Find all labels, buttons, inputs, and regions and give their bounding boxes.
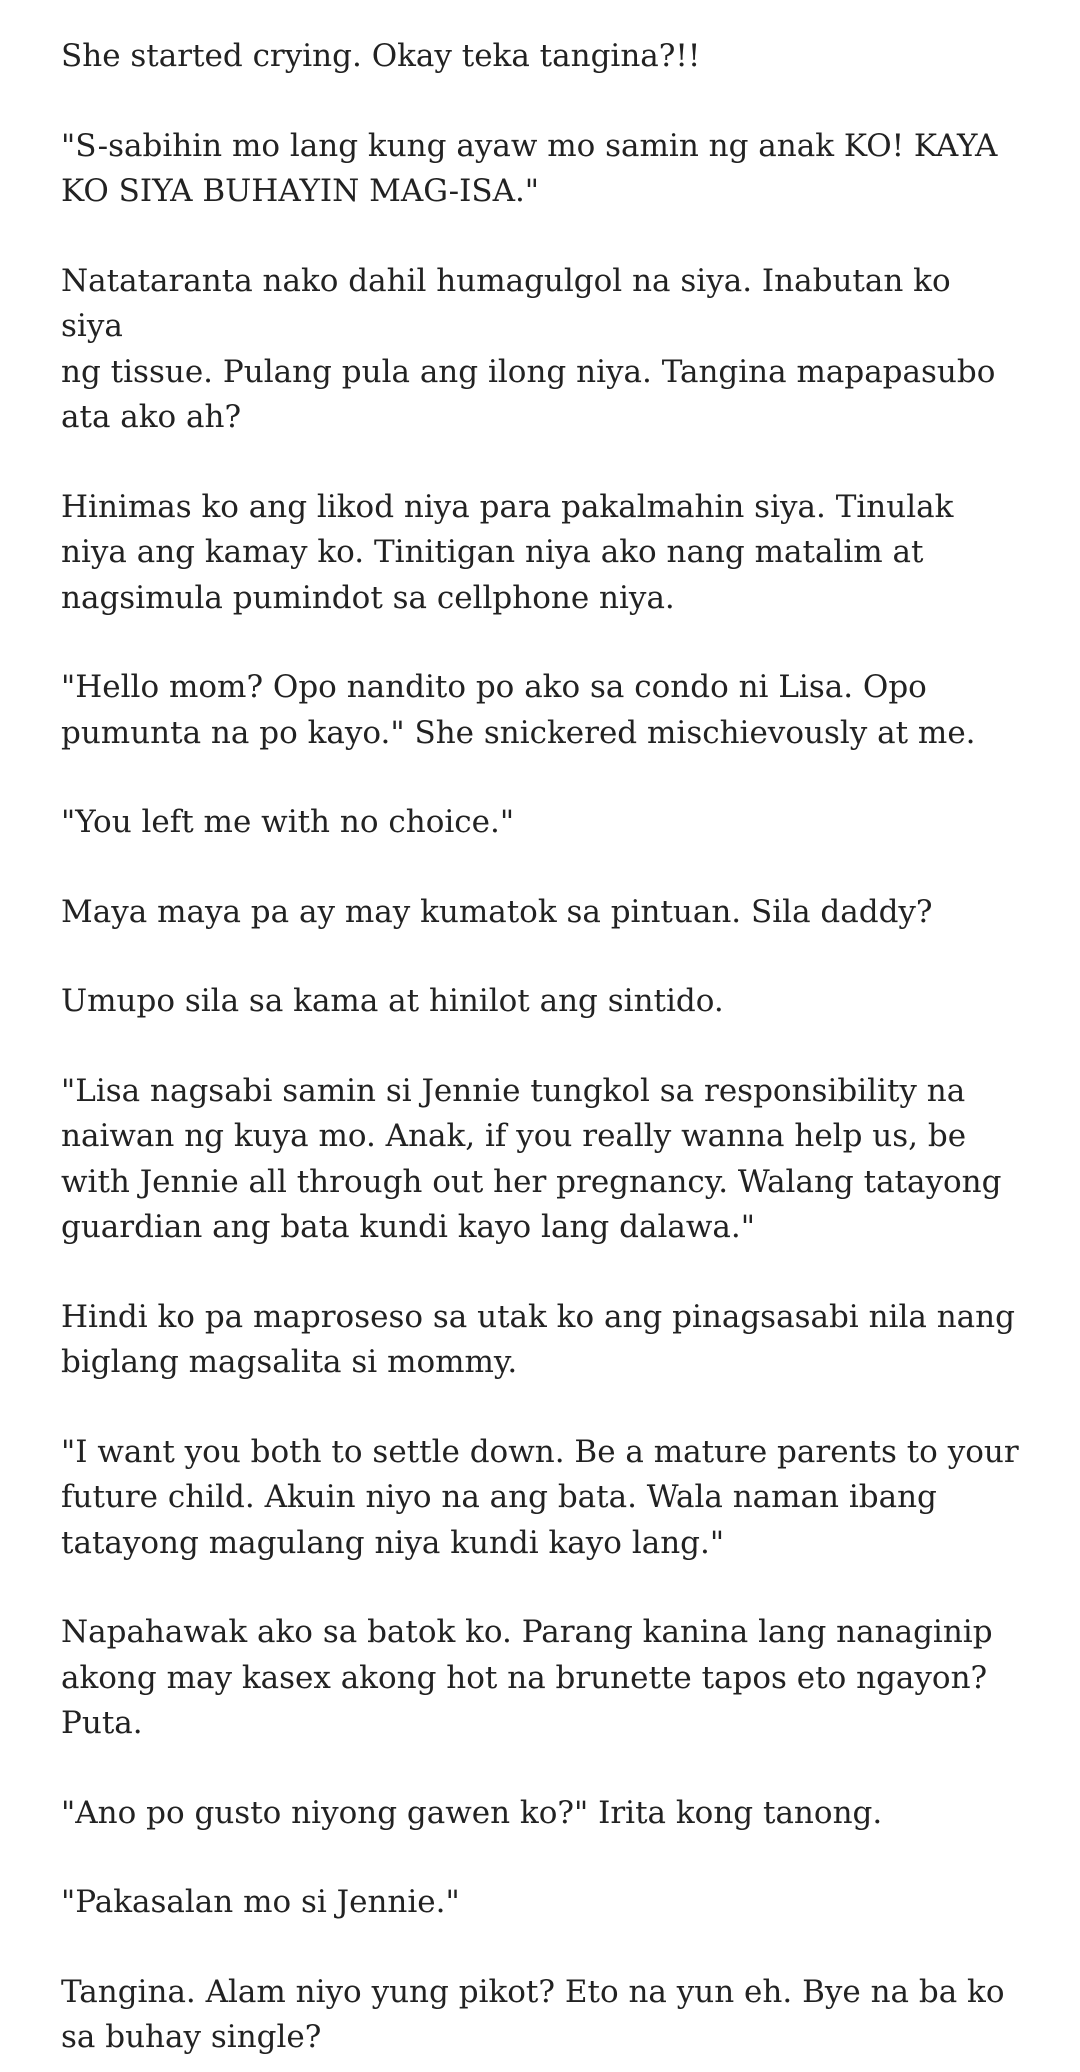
paragraph: "Lisa nagsabi samin si Jennie tungkol sa responsibility na naiwan ng kuya mo. Anak, if you really wanna help us, be with Jennie all through out her pregnancy. Walang tatayong guardian ang bata kundi kayo lang dalawa." — [61, 1072, 1002, 1245]
paragraph: "I want you both to settle down. Be a mature parents to your future child. Akuin niyo na ang bata. Wala naman ibang tatayong magulang niya kundi kayo lang." — [61, 1433, 1019, 1561]
story-text — [61, 34, 1021, 2061]
paragraph: "S-sabihin mo lang kung ayaw mo samin ng anak KO! KAYA KO SIYA BUHAYIN MAG-ISA." — [61, 127, 998, 209]
paragraph: "Pakasalan mo si Jennie." — [61, 1884, 460, 1920]
paragraph: Natataranta nako dahil humagulgol na siya. Inabutan ko siya ng tissue. Pulang pula ang ilong niya. Tangina mapapasubo ata ako ah? — [61, 262, 996, 435]
paragraph: Hinimas ko ang likod niya para pakalmahin siya. Tinulak niya ang kamay ko. Tinitigan niya ako nang matalim at nagsimula pumindot sa cellphone niya. — [61, 488, 954, 616]
paragraph: "Hello mom? Opo nandito po ako sa condo ni Lisa. Opo pumunta na po kayo." She snickered mischievously at me. — [61, 669, 976, 751]
paragraph: "You left me with no choice." — [61, 804, 515, 840]
paragraph: Napahawak ako sa batok ko. Parang kanina lang nanaginip akong may kasex akong hot na brunette tapos eto ngayon? Puta. — [61, 1614, 993, 1741]
paragraph: Hindi ko pa maproseso sa utak ko ang pinagsasabi nila nang biglang magsalita si mommy. — [61, 1298, 1015, 1380]
paragraph: Umupo sila sa kama at hinilot ang sintido. — [61, 983, 724, 1019]
paragraph: Tangina. Alam niyo yung pikot? Eto na yun eh. Bye na ba ko sa buhay single? — [61, 1973, 1005, 2055]
paragraph: Maya maya pa ay may kumatok sa pintuan. Sila daddy? — [61, 893, 933, 930]
paragraph: She started crying. Okay teka tangina?!! — [61, 38, 701, 74]
paragraph: "Ano po gusto niyong gawen ko?" Irita kong tanong. — [61, 1794, 883, 1831]
